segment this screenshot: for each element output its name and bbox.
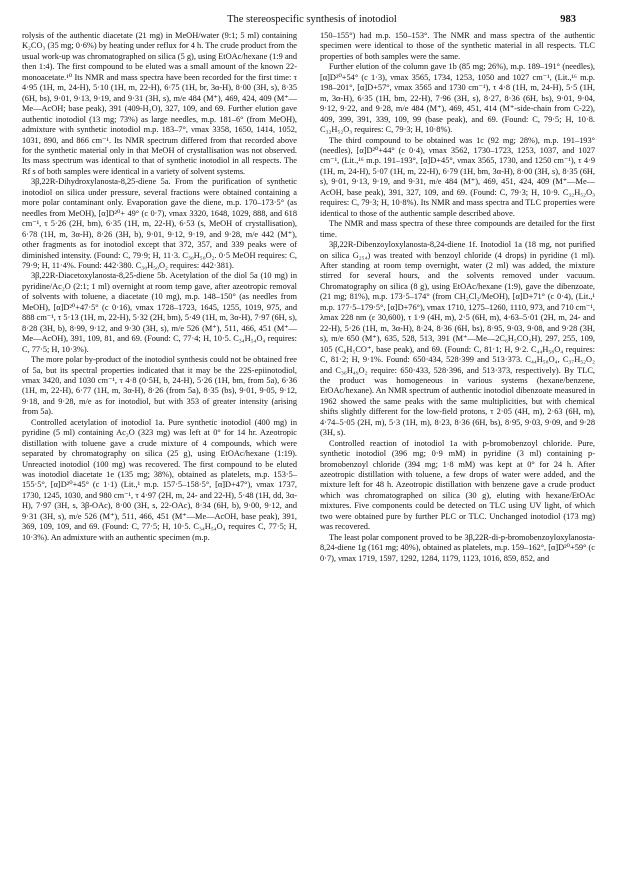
paragraph: 3β,22R-Diacetoxylanosta-8,25-diene 5b. Acetylation of the diol 5a (10 mg) in pyridine/Ac₂O (2:1; 1 ml) overnight at room temp gave, after azeotropic removal of solvents with toluene, a diacetate (10 mg), m.p. 148–150° (as needles from MeOH), [α]D²⁰+47·5° (c 0·16), νmax 1728–1723, 1645, 1255, 1019, 975, and 888 cm⁻¹, τ 5·13 (1H, m, 22-H), 5·32 (2H, bm), 5·49 (1H, m, 3α-H), 7·97 (6H, s), 8·28 (3H, b), 8·99, 9·12, and 9·30 (3H, s), m/e 526 (M⁺), 511, 466, 451 (M⁺—Me—AcOH), 391, 109, 81, and 69. (Found: C, 77·4; H, 10·5. C₃₄H₅₄O₄ requires: C, 77·5; H, 10·3%). (22, 271, 297, 354)
paragraph: rolysis of the authentic diacetate (21 mg) in MeOH/water (9:1; 5 ml) containing K₂CO₃ (35 mg; 0·6%) by heating under reflux for 4 h. The crude product from the usual work-up was chromatographed on silica (5 g), using EtOAc/hexane (1:9 and then 1:4). The first compound to be eluted was a small amount of the known 22-monoacetate.¹⁰ Its NMR and mass spectra have been recorded for the first time: τ 4·95 (1H, m, 24-H), 5·10 (1H, m, 22-H), 6·75 (1H, br, 3α-H), 8·00 (3H, s), 8·35 (6H, bs), 9·01, 9·13, 9·19, and 9·31 (3H, s), m/e 484 (M⁺), 469, 424, 409 (M⁺—Me—AcOH; base peak), 391 (409-H₂O), 327, 109, and 69. Further elution gave authentic inotodiol (13 mg; 73%) as large needles, m.p. 181–6° (from MeOH), admixture with synthetic inotodiol m.p. 183–7°, νmax 3358, 1650, 1414, 1052, 1031, 890, and 866 cm⁻¹. Its NMR spectrum differed from that recorded above for the synthetic material only in that MeOH of crystallisation was not observed. Its mass spectrum was identical to that of synthetic inotodiol in all respects. The Rf s of both samples were identical in a variety of solvent systems. (22, 31, 297, 176)
paragraph: 3β,22R-Dihydroxylanosta-8,25-diene 5a. From the purification of synthetic inotodiol on silica under pressure, several fractions were obtained containing a more polar contaminant only. Evaporation gave the diene, m.p. 170–173·5° (as needles from MeOH), [α]D²⁰+ 49° (c 0·7), νmax 3320, 1648, 1029, 888, and 618 cm⁻¹, τ 5·26 (2H, bm), 6·35 (1H, m, 22-H), 6·53 (s, MeOH of crystallisation), 6·78 (1H, m, 3α-H), 8·26 (3H, b), 9·01, 9·12, 9·19, and 9·28, m/e 442 (M⁺), other fragments as for inotodiol except that 372, 357, and 339 peaks were of diminished intensity. (Found: C, 79·9; H, 11·3. C₃₀H₅₀O₂. 0·5 MeOH requires: C, 79·9; H, 11·4%. Found: 442·380. C₃₀H₅₀O₂ requires: 442·381). (22, 177, 297, 270)
page-number: 983 (560, 14, 576, 25)
paragraph: The more polar by-product of the inotodiol synthesis could not be obtained free of 5a, but its spectral properties indicated that it may be the 22S-epiinotodiol, νmax 3420, and 1030 cm⁻¹, τ 4·8 (0·5H, b, 24-H), 5·26 (1H, bm, from 5a), 6·36 (1H, m, 22-H), 6·77 (1H, m, 3α-H), 8·26 (from 5a), 8·35 (bs), 9·01, 9·05, 9·12, 9·18, and 9·28, m/e as for inotodiol, but with 353 of greater intensity (arising from 5a). (22, 355, 297, 417)
left-column (22, 31, 297, 543)
paragraph: The least polar component proved to be 3β,22R-di-p-bromobenzoyloxylanosta-8,24-diene 1g (161 mg; 40%), obtained as platelets, m.p. 159–162°, [α]D²⁰+59° (c 0·7), νmax 1719, 1597, 1292, 1284, 1179, 1123, 1016, 859, 852, and (320, 532, 595, 563)
paragraph: The NMR and mass spectra of these three compounds are detailed for the first time. (320, 219, 595, 239)
paragraph: Further elution of the column gave 1b (85 mg; 26%), m.p. 189–191° (needles), [α]D²⁰+54° (c 1·3), νmax 3565, 1734, 1253, 1050 and 1027 cm⁻¹, (Lit.,¹⁶ m.p. 198–201°, [α]D+57°, νmax 3565 and 1730 cm⁻¹), τ 4·8 (1H, m, 24-H), 5·5 (1H, m, 3α-H), 6·35 (1H, bm, 22-H), 7·96 (3H, s), 8·27, 8·36 (6H, bs), 9·01, 9·04, 9·12, 9·22, and 9·28, m/e 484 (M⁺), 469, 451, 414 (M⁺-side-chain from C-22), 409, 399, 391, 339, 109, 99 (base peak), and 69. (Found: C, 79·5; H, 10·8. C₃₂H₅₂O₃ requires: C, 79·3; H, 10·8%). (320, 62, 595, 135)
paragraph: Controlled reaction of inotodiol 1a with p-bromobenzoyl chloride. Pure, synthetic inotodiol (396 mg; 0·9 mM) in pyridine (3 ml) containing p-bromobenzoyl chloride (394 mg; 1·8 mM) was kept at 0° for 24 h. After azeotropic distillation with toluene, a few drops of water were added, and the mixture left for 48 h. Azeotropic distillation with benzene gave a crude product which was chromatographed on silica (30 g), eluting with hexane/EtOAc mixtures. Five components could be detected on TLC using UV light, of which two were obtained pure by further PLC or TLC. Unchanged inotodiol (173 mg) was recovered. (320, 438, 595, 532)
paragraph: The third compound to be obtained was 1c (92 mg; 28%), m.p. 191–193° (needles), [α]D²⁰+44° (c 0·4), νmax 3562, 1730–1723, 1253, 1037, and 1027 cm⁻¹, (Lit.,¹⁶ m.p. 191–193°, [α]D+45°, νmax 3565, 1730, and 1250 cm⁻¹), τ 4·9 (1H, m, 24-H), 5·07 (1H, m, 22-H), 6·79 (1H, bm, 3α-H), 8·00 (3H, s), 8·35 (6H, s), 9·01, 9·13, 9·19, and 9·31, m/e 484 (M⁺), 469, 451, 424, 409 (M⁺—Me—AcOH, base peak), 391, 327, 109, and 69. (Found: C, 79·3; H, 10·9. C₃₂H₅₂O₃ requires: C, 79·3; H, 10·8%). Its NMR and mass spectra and TLC properties were identical to those of the authentic sample described above. (320, 135, 595, 218)
paragraph: 3β,22R-Dibenzoyloxylanosta-8,24-diene 1f. Inotodiol 1a (18 mg, not purified on silica G₂₅₄) was treated with benzoyl chloride (4 drops) in pyridine (1 ml). After standing at room temp overnight, water (2 ml) was added, the mixture stirred for several hours, and the solvents removed under vacuum. Chromatography on silica (8 g), using EtOAc/hexane (1:9), gave the dibenzoate, (21 mg; 81%), m.p. 173·5–174° (from CH₂Cl₂/MeOH), [α]D+71° (c 0·4), (Lit.,¹ m.p. 177·5–179·5°, [α]D+76°), νmax 1710, 1275–1260, 1110, 973, and 710 cm⁻¹, λmax 228 nm (ε 30,600), τ 1·9 (4H, m), 2·5 (6H, m), 4·63–5·01 (2H, m, 24- and 22-H), 5·26 (1H, m, 3α-H), 8·24, 8·36 (6H, bs), 8·95, 9·03, 9·08, and 9·28 (3H, s), m/e 650 (M⁺), 635, 528, 513, 391 (M⁺—Me—2C₆H₅CO₂H), 297, 255, 109, 105 (C₆H₅CO⁺, base peak), and 69. (Found: C, 81·1; H, 9·2. C₄₄H₅₈O₄ requires: C, 81·2; H, 9·1%. Found: 650·434, 528·399 and 513·373. C₄₄H₅₈O₄, C₃₇H₅₂O₂ and C₃₆H₄₉O₂ require: 650·433, 528·396, and 513·373, respectively). By TLC, the product was homogeneous in various systems (hexane/benzene, EtOAc/hexane). An NMR spectrum of authentic inotodiol dibenzoate measured in 1962 showed the same peaks with the same multiplicities, but with chemical shifts slightly different for the low-field protons, τ 2·05 (4H, m), 2·63 (6H, m), 4·74–5·05 (2H, m), 5·3 (1H, m), 8·23, 8·36 (6H, bs), 8·95, 9·03, 9·09, and 9·28 (3H, s). (320, 240, 595, 438)
paragraph: Controlled acetylation of inotodiol 1a. Pure synthetic inotodiol (400 mg) in pyridine (5 ml) containing Ac₂O (323 mg) was left at 0° for 14 hr. Azeotropic distillation with toluene gave a crude mixture of 4 compounds, which were separated by chromatography on silica (25 g), using EtOAc/hexane (1:19). Unreacted inotodiol (100 mg) was recovered. The first compound to be eluted was inotodiol diacetate 1e (135 mg; 38%), obtained as platelets, m.p. 153·5–155·5°, [α]D²⁰+45° (c 1·1) (Lit.,¹ m.p. 157·5–158·5°, [α]D+47°), νmax 1737, 1730, 1245, 1030, and 980 cm⁻¹, τ 4·97 (2H, m, 24- and 22-H), 5·48 (1H, dd, 3α-H), 7·97 (3H, s, 3β-OAc), 8·00 (3H, s, 22-OAc), 8·34 (6H, b), 9·00, 9·12, and 9·31 (3H, s), m/e 526 (M⁺), 511, 466, 451 (M⁺—Me—AcOH, base peak), 391, 369, 109, 109, and 69. (Found: C, 77·5; H, 10·5. C₃₄H₅₄O₄ requires C, 77·5; H, 10·3%). An admixture with an authentic specimen (m.p. (22, 417, 297, 542)
running-title: The stereospecific synthesis of inotodiol (227, 14, 397, 25)
paragraph: 150–155°) had m.p. 150–153°. The NMR and mass spectra of the authentic specimen were identical to those of the synthetic material in all respects. TLC properties of both samples were the same. (320, 31, 595, 61)
right-column (320, 31, 595, 564)
